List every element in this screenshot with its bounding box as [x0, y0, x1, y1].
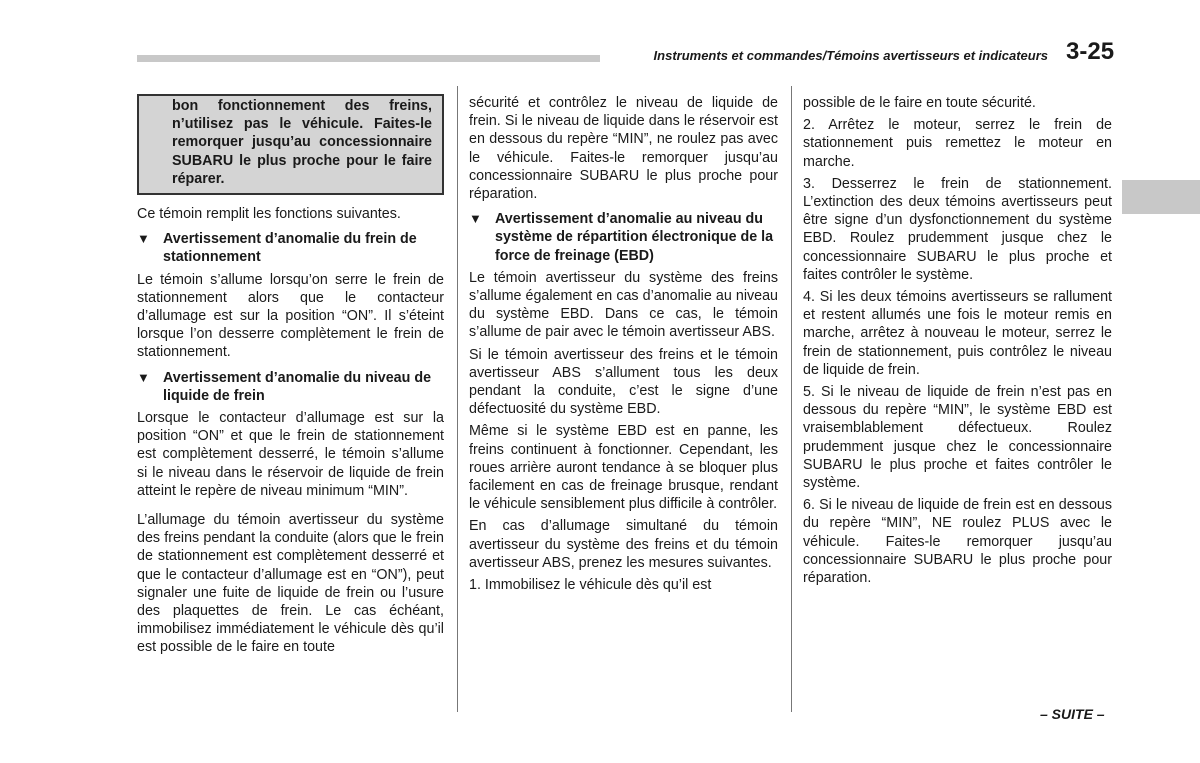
- page-number: 3-25: [1066, 38, 1115, 65]
- column-2: [469, 94, 778, 598]
- list-item: 5. Si le niveau de liquide de frein n’est pas en dessous du repère “MIN”, le système EBD est vraisemblablement défectueux. Roulez prudemment jusque chez le concessionnaire SUBARU le plus proche et faites contrôler le système.: [803, 384, 1112, 492]
- section-title: Avertissement d’anomalie au niveau du système de répartition électronique de la force de freinage (EBD): [495, 211, 774, 264]
- triangle-bullet-icon: ▼: [137, 231, 150, 247]
- list-item: 3. Desserrez le frein de stationnement. L’extinction des deux témoins avertisseurs peut être signe d’un dysfonctionnement du système EBD. Roulez prudemment jusque chez le concessionnaire SUBARU le plus proche et faites contrôler le système.: [803, 175, 1112, 283]
- header-rule: [137, 55, 600, 62]
- triangle-bullet-icon: ▼: [469, 211, 482, 227]
- section-heading: [137, 230, 444, 266]
- column-divider-2: [791, 86, 792, 712]
- chapter-tab: [1122, 180, 1200, 214]
- section-heading: [469, 210, 778, 265]
- paragraph: Le témoin s’allume lorsqu’on serre le frein de stationnement alors que le contacteur d’allumage est sur la position “ON”. Il s’éteint lorsque l’on desserre complètement le frein de stationnement.: [137, 271, 444, 361]
- warning-box: bon fonctionnement des freins, n’utilisez pas le véhicule. Faites-le remorquer jusqu’au concessionnaire SUBARU le plus proche pour le faire réparer.: [137, 94, 444, 195]
- column-3: [803, 94, 1112, 591]
- list-item: 4. Si les deux témoins avertisseurs se rallument et restent allumés une fois le moteur remis en marche, arrêtez à nouveau le moteur, serrez le frein de stationnement, puis contrôlez le niveau de liquide de frein.: [803, 289, 1112, 378]
- running-header: Instruments et commandes/Témoins avertisseurs et indicateurs: [653, 48, 1048, 63]
- section-heading: [137, 369, 444, 405]
- section-title: Avertissement d’anomalie du niveau de liquide de frein: [163, 369, 432, 404]
- column-divider-1: [457, 86, 458, 712]
- paragraph: Lorsque le contacteur d’allumage est sur la position “ON” et que le frein de stationnement est complètement desserré, le témoin s’allume si le niveau dans le réservoir de liquide de frein atteint le repère de niveau minimum “MIN”.: [137, 410, 444, 499]
- paragraph: Si le témoin avertisseur des freins et le témoin avertisseur ABS s’allument tous les deux pendant la conduite, c’est le signe d’une défectuosité du système EBD.: [469, 346, 778, 418]
- paragraph: En cas d’allumage simultané du témoin avertisseur du système des freins et du témoin avertisseur ABS, prenez les mesures suivantes.: [469, 518, 778, 571]
- list-item: 2. Arrêtez le moteur, serrez le frein de stationnement puis remettez le moteur en marche.: [803, 117, 1112, 170]
- paragraph: sécurité et contrôlez le niveau de liquide de frein. Si le niveau de liquide dans le réservoir est en dessous du repère “MIN”, ne roulez pas avec le véhicule. Faites-le remorquer jusqu’au concessionnaire SUBARU le plus proche pour réparation.: [469, 95, 778, 203]
- triangle-bullet-icon: ▼: [137, 369, 150, 385]
- continued-marker: – SUITE –: [1040, 706, 1105, 722]
- paragraph: Même si le système EBD est en panne, les freins continuent à fonctionner. Cependant, les roues arrière auront tendance à se bloquer plus facilement en cas de freinage brusque, rendant le véhicule sensiblement plus difficile à contrôler.: [469, 423, 778, 513]
- paragraph: L’allumage du témoin avertisseur du système des freins pendant la conduite (alors que le frein de stationnement est complètement desserré et que le contacteur d’allumage est en “ON”), peut signaler une fuite de liquide de frein ou l’usure des plaquettes de frein. Le cas échéant, immobilisez immédiatement le véhicule dès qu’il est possible de le faire en toute: [137, 512, 444, 656]
- section-title: Avertissement d’anomalie du frein de stationnement: [163, 231, 417, 266]
- list-item: possible de le faire en toute sécurité.: [803, 95, 1036, 111]
- paragraph: Le témoin avertisseur du système des freins s’allume également en cas d’anomalie au niveau du système EBD. Dans ce cas, le témoin s’allume de pair avec le témoin avertisseur ABS.: [469, 269, 778, 341]
- intro-paragraph: Ce témoin remplit les fonctions suivantes.: [137, 206, 401, 223]
- list-item: 6. Si le niveau de liquide de frein est en dessous du repère “MIN”, NE roulez PLUS avec le véhicule. Faites-le remorquer jusqu’au concessionnaire SUBARU le plus proche pour réparation.: [803, 497, 1112, 587]
- list-item: 1. Immobilisez le véhicule dès qu’il est: [469, 577, 712, 594]
- column-1: [137, 94, 444, 661]
